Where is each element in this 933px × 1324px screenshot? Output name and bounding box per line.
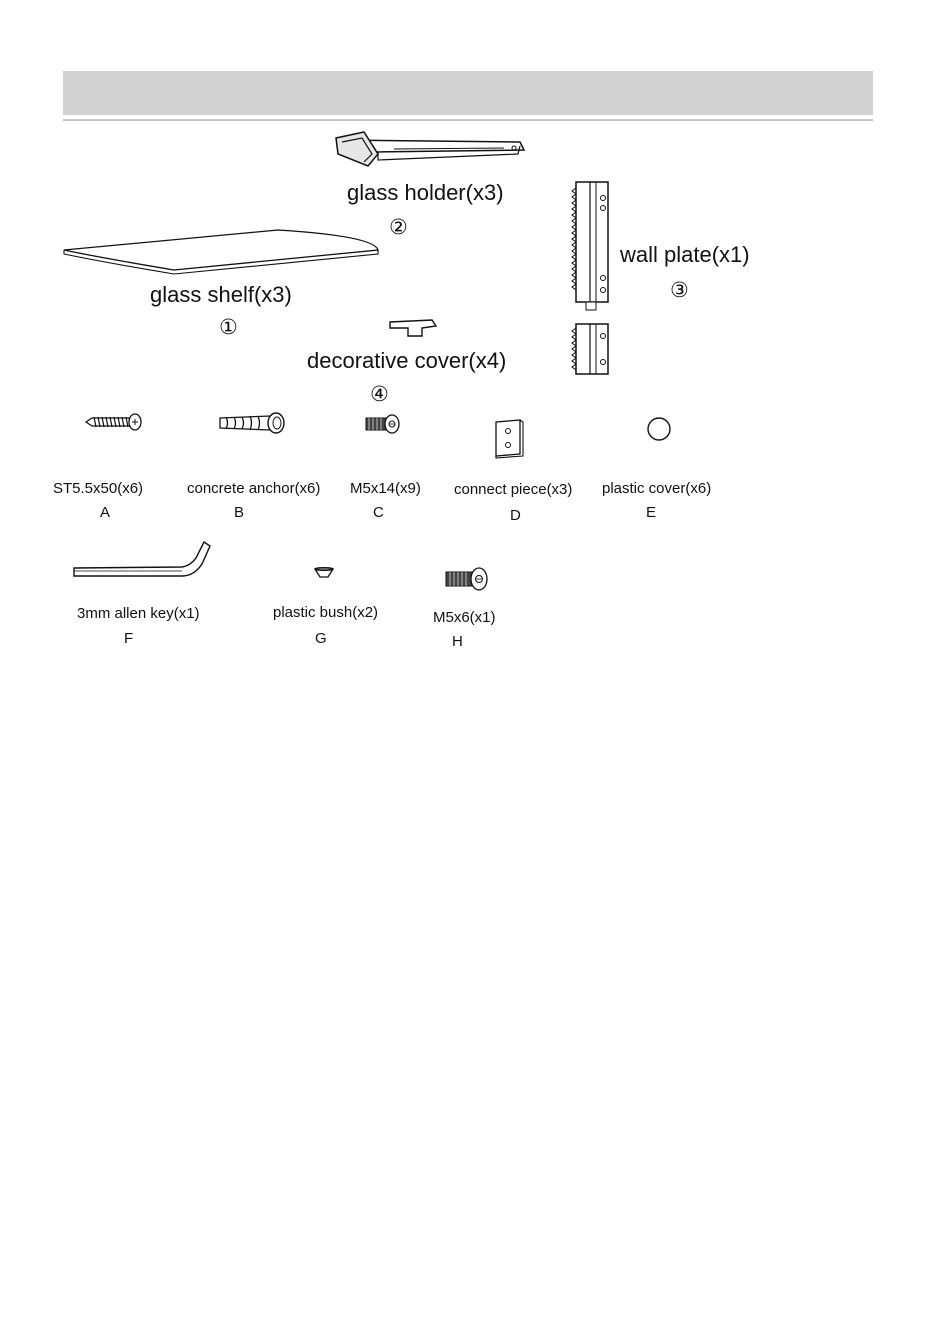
wall-plate-illustration [570, 180, 612, 312]
wall-plate-lower-illustration [570, 322, 612, 378]
hardware-e-label: plastic cover(x6) [602, 480, 712, 497]
hardware-b-code: B [234, 504, 245, 521]
hardware-e-code: E [646, 504, 657, 521]
wall-plate-number: ③ [670, 278, 689, 302]
hardware-h-code: H [452, 633, 463, 650]
hardware-g-label: plastic bush(x2) [273, 604, 379, 621]
hardware-a-code: A [100, 504, 111, 521]
hardware-d-label: connect piece(x3) [454, 481, 573, 498]
glass-shelf-illustration [62, 228, 382, 274]
glass-holder-label: glass holder(x3) [347, 180, 504, 205]
hardware-d-code: D [510, 507, 521, 524]
hardware-c-label: M5x14(x9) [350, 480, 421, 497]
decorative-cover-number: ④ [370, 382, 389, 406]
hardware-g-code: G [315, 630, 327, 647]
allen-key-icon [70, 540, 212, 582]
glass-holder-illustration [334, 130, 526, 168]
decorative-cover-label: decorative cover(x4) [307, 348, 507, 373]
bush-icon [313, 566, 335, 580]
bolt-icon [444, 566, 490, 592]
glass-shelf-number: ① [219, 315, 238, 339]
hardware-h-label: M5x6(x1) [433, 609, 496, 626]
hardware-f-label: 3mm allen key(x1) [77, 605, 200, 622]
hardware-a-label: ST5.5x50(x6) [53, 480, 144, 497]
screw-icon [84, 411, 144, 433]
glass-shelf-label: glass shelf(x3) [150, 282, 292, 307]
section-header-bar [63, 71, 873, 115]
hardware-c-code: C [373, 504, 384, 521]
hardware-b-label: concrete anchor(x6) [187, 480, 321, 497]
glass-holder-number: ② [389, 215, 408, 239]
header-divider [63, 119, 873, 121]
wall-plate-label: wall plate(x1) [620, 242, 750, 267]
cap-icon [646, 416, 672, 442]
bolt-icon [364, 413, 402, 435]
plate-icon [492, 418, 526, 460]
decorative-cover-illustration [386, 316, 438, 340]
hardware-f-code: F [124, 630, 134, 647]
anchor-icon [218, 410, 286, 436]
